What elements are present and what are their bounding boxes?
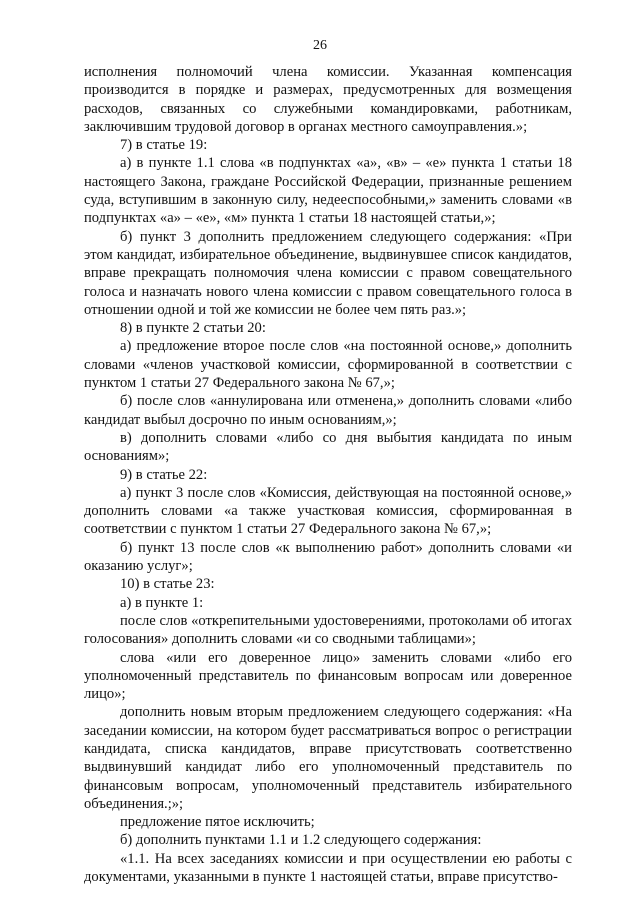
paragraph: б) пункт 3 дополнить предложением следующего содержания: «При этом кандидат, избирательное объединение, выдвинувшее список кандидатов, вправе прекращать полномочия члена комиссии с правом совещательного голоса и назначать нового члена комиссии с правом совещательного голоса в отношении одной и той же комиссии не более чем пять раз.»; [84,228,572,318]
paragraph: в) дополнить словами «либо со дня выбытия кандидата по иным основаниям»; [84,429,572,465]
paragraph: 9) в статье 22: [120,466,208,483]
paragraph: 10) в статье 23: [120,576,215,593]
paragraph: б) дополнить пунктами 1.1 и 1.2 следующего содержания: [120,832,482,849]
paragraph: б) пункт 13 после слов «к выполнению работ» дополнить словами «и оказанию услуг»; [84,539,572,575]
paragraph: 8) в пункте 2 статьи 20: [120,320,266,337]
paragraph: после слов «открепительными удостоверениями, протоколами об итогах голосования» дополнить словами «и со сводными таблицами»; [84,612,572,648]
paragraph: а) предложение второе после слов «на постоянной основе,» дополнить словами «членов участковой комиссии, сформированной в соответствии с пунктом 1 статьи 27 Федерального закона № 67,»; [84,338,572,392]
paragraph: предложение пятое исключить; [120,814,315,831]
paragraph: исполнения полномочий члена комиссии. Указанная компенсация производится в порядке и размерах, предусмотренных для возмещения расходов, связанных со служебными командировками, работникам, заключившим трудовой договор в органах местного самоуправления.»; [84,64,572,135]
paragraph: дополнить новым вторым предложением следующего содержания: «На заседании комиссии, на котором будет рассматриваться вопрос о регистрации кандидата, списка кандидатов, вправе присутствовать соответственно выдвинувший кандидат либо его уполномоченный представитель по финансовым вопросам, уполномоченный представитель избирательного объединения.;»; [84,704,572,812]
paragraph: 7) в статье 19: [120,137,208,154]
paragraph: слова «или его доверенное лицо» заменить словами «либо его уполномоченный представитель по финансовым вопросам или доверенное лицо»; [84,649,572,703]
paragraph: б) после слов «аннулирована или отменена,» дополнить словами «либо кандидат выбыл досрочно по иным основаниям,»; [84,393,572,428]
document-body [84,63,572,886]
page-number: 26 [313,38,327,53]
paragraph: а) в пункте 1: [120,594,204,611]
paragraph: «1.1. На всех заседаниях комиссии и при осуществлении ею работы с документами, указанными в пункте 1 настоящей статьи, вправе присутство- [84,850,572,886]
paragraph: а) в пункте 1.1 слова «в подпунктах «а», «в» – «е» пункта 1 статьи 18 настоящего Закона, граждане Российской Федерации, признанные решением суда, вступившим в законную силу, недееспособными,» заменить словами «в подпунктах «а» – «е», «м» пункта 1 статьи 18 настоящей статьи,»; [84,155,572,227]
paragraph: а) пункт 3 после слов «Комиссия, действующая на постоянной основе,» дополнить словами «а также участковая комиссия, сформированная в соответствии с пунктом 1 статьи 27 Федерального закона № 67,»; [84,484,572,538]
